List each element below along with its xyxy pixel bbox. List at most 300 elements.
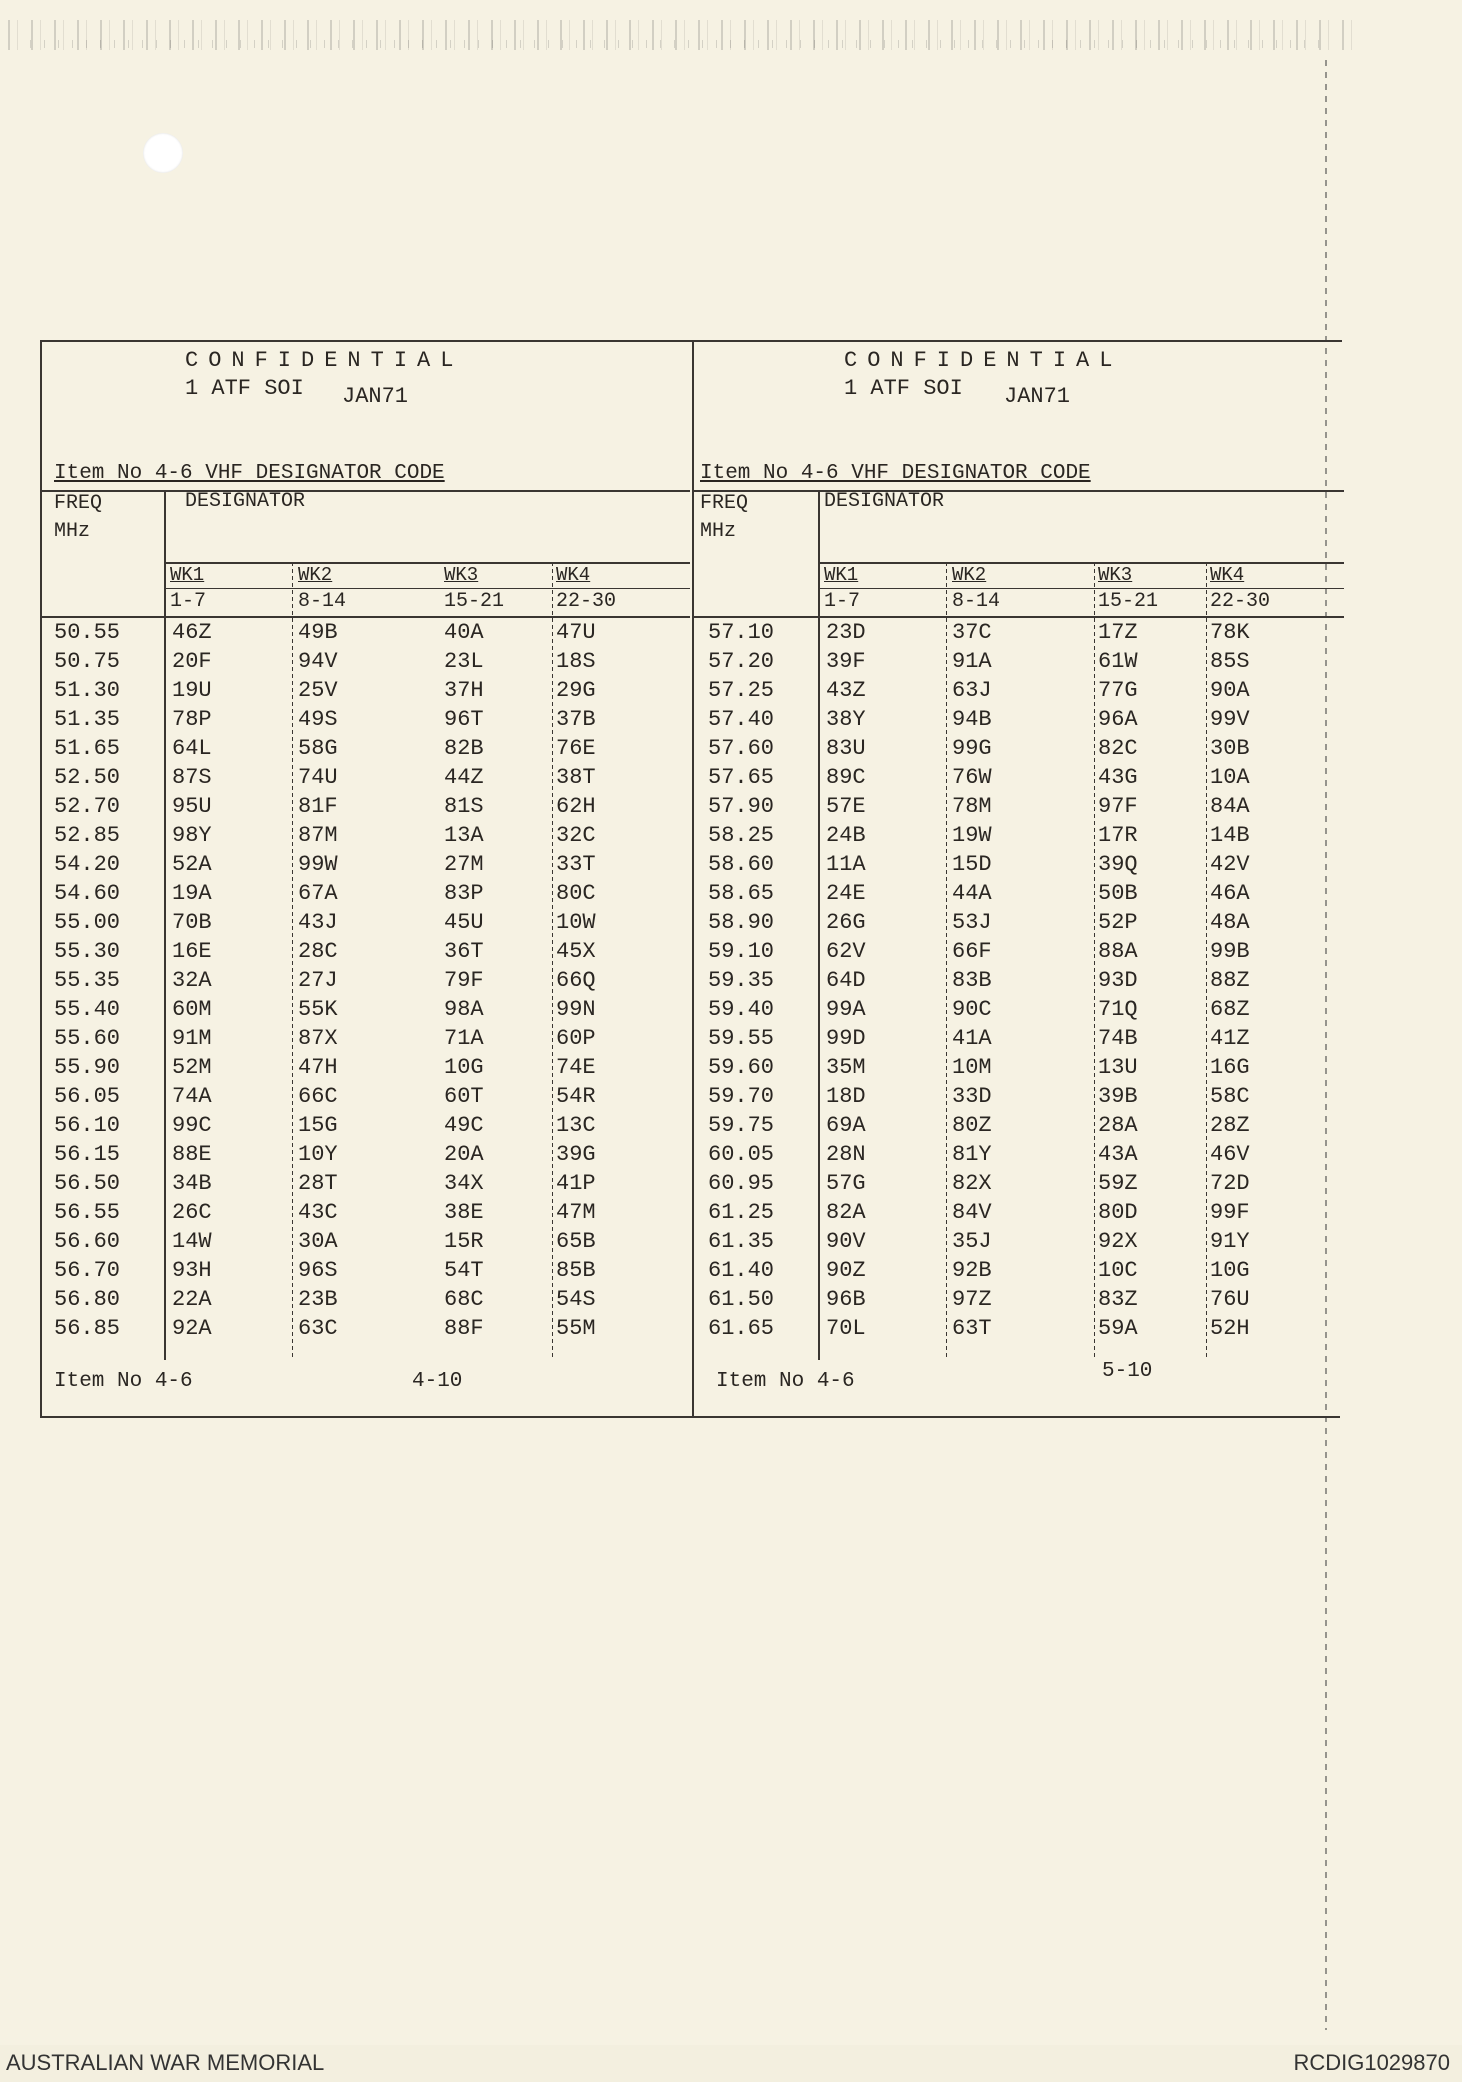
wk2-cell: 23B	[298, 1287, 338, 1312]
table-row	[40, 1287, 690, 1316]
wk1-cell: 74A	[172, 1084, 212, 1109]
wk1-cell: 43Z	[826, 678, 866, 703]
wk4-cell: 47M	[556, 1200, 596, 1225]
freq-header-line1: FREQ	[54, 492, 103, 515]
freq-cell: 61.50	[708, 1287, 775, 1312]
wk4-cell: 41Z	[1210, 1026, 1250, 1051]
item-title: Item No 4-6 VHF DESIGNATOR CODE	[700, 462, 1091, 485]
wk2-days: 8-14	[298, 590, 347, 613]
wk3-cell: 61W	[1098, 649, 1138, 674]
wk2-cell: 35J	[952, 1229, 992, 1254]
wk3-cell: 45U	[444, 910, 484, 935]
wk3-cell: 49C	[444, 1113, 484, 1138]
wk3-cell: 43G	[1098, 765, 1138, 790]
freq-cell: 61.40	[708, 1258, 775, 1283]
wk2-label: WK2	[298, 564, 333, 586]
wk3-days: 15-21	[1098, 590, 1159, 613]
wk2-cell: 91A	[952, 649, 992, 674]
wk4-cell: 10W	[556, 910, 596, 935]
wk2-cell: 67A	[298, 881, 338, 906]
table-row	[40, 678, 690, 707]
table-row	[40, 765, 690, 794]
wk4-cell: 38T	[556, 765, 596, 790]
wk3-cell: 77G	[1098, 678, 1138, 703]
wk1-cell: 70L	[826, 1316, 866, 1341]
item-title: Item No 4-6 VHF DESIGNATOR CODE	[54, 462, 445, 485]
wk4-cell: 80C	[556, 881, 596, 906]
table-row	[40, 910, 690, 939]
credit-institution: AUSTRALIAN WAR MEMORIAL	[6, 2050, 325, 2075]
table-row	[694, 707, 1344, 736]
wk3-cell: 81S	[444, 794, 484, 819]
wk4-cell: 99N	[556, 997, 596, 1022]
table-row	[40, 881, 690, 910]
credit-record-id: RCDIG1029870	[1293, 2050, 1450, 2075]
wk2-cell: 87M	[298, 823, 338, 848]
wk1-days: 1-7	[170, 590, 207, 613]
wk3-cell: 34X	[444, 1171, 484, 1196]
right-page	[694, 340, 1344, 1418]
wk1-cell: 99A	[826, 997, 866, 1022]
wk2-cell: 94B	[952, 707, 992, 732]
table-row	[40, 968, 690, 997]
freq-cell: 57.25	[708, 678, 775, 703]
wk1-cell: 99D	[826, 1026, 866, 1051]
wk4-cell: 10G	[1210, 1258, 1250, 1283]
wk1-cell: 88E	[172, 1142, 212, 1167]
week-rule-mid	[164, 588, 690, 589]
wk3-cell: 28A	[1098, 1113, 1138, 1138]
wk2-cell: 97Z	[952, 1287, 992, 1312]
table-row	[40, 997, 690, 1026]
soi-label: 1 ATF SOI	[185, 376, 304, 401]
wk1-cell: 70B	[172, 910, 212, 935]
wk4-cell: 29G	[556, 678, 596, 703]
table-row	[40, 707, 690, 736]
wk1-cell: 98Y	[172, 823, 212, 848]
freq-header	[54, 490, 102, 546]
freq-cell: 57.40	[708, 707, 775, 732]
wk1-cell: 26C	[172, 1200, 212, 1225]
wk2-cell: 41A	[952, 1026, 992, 1051]
wk3-cell: 60T	[444, 1084, 484, 1109]
column-header-rule	[694, 616, 1344, 618]
wk2-cell: 96S	[298, 1258, 338, 1283]
wk4-cell: 72D	[1210, 1171, 1250, 1196]
freq-cell: 56.60	[54, 1229, 121, 1254]
soi-label: 1 ATF SOI	[844, 376, 963, 401]
table-row	[40, 852, 690, 881]
wk2-cell: 25V	[298, 678, 338, 703]
wk1-cell: 90V	[826, 1229, 866, 1254]
table-row	[694, 794, 1344, 823]
wk3-cell: 27M	[444, 852, 484, 877]
wk1-cell: 39F	[826, 649, 866, 674]
freq-cell: 57.20	[708, 649, 775, 674]
wk2-cell: 82X	[952, 1171, 992, 1196]
wk3-cell: 39Q	[1098, 852, 1138, 877]
wk3-cell: 68C	[444, 1287, 484, 1312]
freq-cell: 59.35	[708, 968, 775, 993]
table-row	[40, 1316, 690, 1345]
freq-cell: 56.10	[54, 1113, 121, 1138]
wk3-cell: 13U	[1098, 1055, 1138, 1080]
wk2-cell: 44A	[952, 881, 992, 906]
wk1-cell: 19U	[172, 678, 212, 703]
wk3-cell: 10G	[444, 1055, 484, 1080]
freq-cell: 57.10	[708, 620, 775, 645]
wk3-cell: 44Z	[444, 765, 484, 790]
wk1-cell: 20F	[172, 649, 212, 674]
left-page	[40, 340, 690, 1418]
freq-cell: 55.60	[54, 1026, 121, 1051]
wk2-cell: 19W	[952, 823, 992, 848]
freq-cell: 58.25	[708, 823, 775, 848]
table-row	[694, 736, 1344, 765]
wk2-cell: 55K	[298, 997, 338, 1022]
wk3-cell: 79F	[444, 968, 484, 993]
soi-form	[40, 340, 1342, 1420]
footer-page-number: 5-10	[1102, 1360, 1153, 1383]
freq-cell: 51.65	[54, 736, 121, 761]
wk3-cell: 43A	[1098, 1142, 1138, 1167]
table-row	[40, 1055, 690, 1084]
wk2-cell: 10M	[952, 1055, 992, 1080]
freq-header-line1: FREQ	[700, 492, 749, 515]
wk1-cell: 64L	[172, 736, 212, 761]
wk4-cell: 58C	[1210, 1084, 1250, 1109]
table-row	[694, 968, 1344, 997]
wk4-cell: 16G	[1210, 1055, 1250, 1080]
freq-cell: 55.00	[54, 910, 121, 935]
wk4-cell: 88Z	[1210, 968, 1250, 993]
wk2-cell: 99G	[952, 736, 992, 761]
wk1-cell: 52A	[172, 852, 212, 877]
wk1-cell: 62V	[826, 939, 866, 964]
wk1-cell: 82A	[826, 1200, 866, 1225]
designator-header: DESIGNATOR	[824, 490, 945, 513]
wk2-cell: 28T	[298, 1171, 338, 1196]
wk3-cell: 96T	[444, 707, 484, 732]
freq-cell: 58.60	[708, 852, 775, 877]
wk2-cell: 80Z	[952, 1113, 992, 1138]
wk4-cell: 85B	[556, 1258, 596, 1283]
wk4-cell: 99V	[1210, 707, 1250, 732]
wk3-cell: 36T	[444, 939, 484, 964]
wk1-cell: 89C	[826, 765, 866, 790]
wk1-cell: 24B	[826, 823, 866, 848]
wk4-cell: 85S	[1210, 649, 1250, 674]
table-row	[694, 765, 1344, 794]
freq-cell: 56.05	[54, 1084, 121, 1109]
freq-header-line2: MHz	[54, 520, 91, 543]
table-row	[40, 1084, 690, 1113]
wk2-cell: 78M	[952, 794, 992, 819]
wk2-cell: 76W	[952, 765, 992, 790]
footer-item-label: Item No 4-6	[54, 1370, 193, 1393]
table-row	[694, 1055, 1344, 1084]
freq-cell: 51.30	[54, 678, 121, 703]
wk2-cell: 49S	[298, 707, 338, 732]
table-row	[40, 1026, 690, 1055]
wk2-cell: 92B	[952, 1258, 992, 1283]
wk1-cell: 52M	[172, 1055, 212, 1080]
wk1-cell: 93H	[172, 1258, 212, 1283]
freq-header	[700, 490, 748, 546]
table-row	[40, 939, 690, 968]
wk3-cell: 40A	[444, 620, 484, 645]
table-row	[694, 620, 1344, 649]
wk1-cell: 69A	[826, 1113, 866, 1138]
wk4-cell: 54R	[556, 1084, 596, 1109]
wk2-cell: 74U	[298, 765, 338, 790]
footer-item-label: Item No 4-6	[716, 1370, 855, 1393]
freq-cell: 56.50	[54, 1171, 121, 1196]
wk4-label: WK4	[1210, 564, 1245, 586]
table-row	[40, 823, 690, 852]
wk4-cell: 18S	[556, 649, 596, 674]
wk3-cell: 83P	[444, 881, 484, 906]
wk2-cell: 15G	[298, 1113, 338, 1138]
wk4-cell: 99F	[1210, 1200, 1250, 1225]
wk2-cell: 90C	[952, 997, 992, 1022]
table-row	[40, 736, 690, 765]
header-rule	[40, 490, 690, 492]
wk2-cell: 33D	[952, 1084, 992, 1109]
freq-cell: 59.70	[708, 1084, 775, 1109]
table-row	[694, 1200, 1344, 1229]
wk1-label: WK1	[824, 564, 859, 586]
wk3-cell: 17Z	[1098, 620, 1138, 645]
wk1-cell: 32A	[172, 968, 212, 993]
wk1-cell: 46Z	[172, 620, 212, 645]
scan-noise-top-2	[30, 40, 1330, 48]
table-row	[40, 1142, 690, 1171]
wk1-cell: 60M	[172, 997, 212, 1022]
header-rule	[694, 490, 1344, 492]
wk1-cell: 99C	[172, 1113, 212, 1138]
wk1-cell: 95U	[172, 794, 212, 819]
wk1-cell: 87S	[172, 765, 212, 790]
wk2-days: 8-14	[952, 590, 1001, 613]
table-row	[40, 1258, 690, 1287]
table-row	[694, 1287, 1344, 1316]
wk4-days: 22-30	[1210, 590, 1271, 613]
wk3-cell: 20A	[444, 1142, 484, 1167]
wk1-cell: 57E	[826, 794, 866, 819]
wk1-cell: 38Y	[826, 707, 866, 732]
wk4-cell: 46A	[1210, 881, 1250, 906]
wk1-cell: 28N	[826, 1142, 866, 1167]
wk3-cell: 38E	[444, 1200, 484, 1225]
table-row	[694, 1113, 1344, 1142]
wk4-cell: 76E	[556, 736, 596, 761]
wk1-cell: 34B	[172, 1171, 212, 1196]
wk1-cell: 92A	[172, 1316, 212, 1341]
wk1-cell: 64D	[826, 968, 866, 993]
wk4-cell: 78K	[1210, 620, 1250, 645]
table-row	[694, 1258, 1344, 1287]
freq-cell: 56.55	[54, 1200, 121, 1225]
table-row	[694, 1084, 1344, 1113]
wk3-cell: 39B	[1098, 1084, 1138, 1109]
designator-header: DESIGNATOR	[185, 490, 306, 513]
footer-page-number: 4-10	[412, 1370, 463, 1393]
wk4-cell: 65B	[556, 1229, 596, 1254]
wk4-cell: 99B	[1210, 939, 1250, 964]
freq-cell: 50.75	[54, 649, 121, 674]
wk1-cell: 78P	[172, 707, 212, 732]
freq-cell: 58.65	[708, 881, 775, 906]
wk3-cell: 97F	[1098, 794, 1138, 819]
wk1-cell: 96B	[826, 1287, 866, 1312]
freq-cell: 52.85	[54, 823, 121, 848]
freq-cell: 59.10	[708, 939, 775, 964]
freq-cell: 56.80	[54, 1287, 121, 1312]
wk3-cell: 15R	[444, 1229, 484, 1254]
wk2-cell: 30A	[298, 1229, 338, 1254]
wk4-cell: 55M	[556, 1316, 596, 1341]
wk2-cell: 87X	[298, 1026, 338, 1051]
table-row	[694, 939, 1344, 968]
wk4-cell: 45X	[556, 939, 596, 964]
wk4-cell: 13C	[556, 1113, 596, 1138]
freq-cell: 61.35	[708, 1229, 775, 1254]
wk3-cell: 82C	[1098, 736, 1138, 761]
wk3-cell: 80D	[1098, 1200, 1138, 1225]
freq-cell: 56.15	[54, 1142, 121, 1167]
table-row	[694, 649, 1344, 678]
wk1-cell: 22A	[172, 1287, 212, 1312]
wk1-cell: 26G	[826, 910, 866, 935]
classification-label: CONFIDENTIAL	[844, 348, 1123, 373]
week-rule-top	[164, 562, 690, 564]
table-row	[40, 1171, 690, 1200]
wk4-cell: 60P	[556, 1026, 596, 1051]
wk2-cell: 81Y	[952, 1142, 992, 1167]
wk2-cell: 66C	[298, 1084, 338, 1109]
wk2-cell: 63J	[952, 678, 992, 703]
wk1-cell: 23D	[826, 620, 866, 645]
wk2-cell: 28C	[298, 939, 338, 964]
wk4-cell: 10A	[1210, 765, 1250, 790]
wk2-label: WK2	[952, 564, 987, 586]
wk3-cell: 71A	[444, 1026, 484, 1051]
wk3-label: WK3	[1098, 564, 1133, 586]
wk4-cell: 62H	[556, 794, 596, 819]
freq-cell: 55.90	[54, 1055, 121, 1080]
table-row	[40, 620, 690, 649]
wk3-cell: 59Z	[1098, 1171, 1138, 1196]
wk4-cell: 68Z	[1210, 997, 1250, 1022]
wk3-cell: 92X	[1098, 1229, 1138, 1254]
wk1-cell: 19A	[172, 881, 212, 906]
wk2-cell: 47H	[298, 1055, 338, 1080]
wk4-cell: 76U	[1210, 1287, 1250, 1312]
wk4-cell: 33T	[556, 852, 596, 877]
wk1-cell: 18D	[826, 1084, 866, 1109]
wk2-cell: 27J	[298, 968, 338, 993]
wk4-cell: 47U	[556, 620, 596, 645]
freq-cell: 57.90	[708, 794, 775, 819]
wk4-cell: 30B	[1210, 736, 1250, 761]
wk3-cell: 88A	[1098, 939, 1138, 964]
table-row	[694, 1171, 1344, 1200]
wk4-cell: 32C	[556, 823, 596, 848]
wk2-cell: 99W	[298, 852, 338, 877]
wk4-cell: 52H	[1210, 1316, 1250, 1341]
freq-cell: 59.75	[708, 1113, 775, 1138]
freq-cell: 57.60	[708, 736, 775, 761]
wk1-cell: 91M	[172, 1026, 212, 1051]
wk3-cell: 54T	[444, 1258, 484, 1283]
wk1-cell: 35M	[826, 1055, 866, 1080]
wk2-cell: 37C	[952, 620, 992, 645]
wk1-cell: 83U	[826, 736, 866, 761]
wk3-cell: 83Z	[1098, 1287, 1138, 1312]
wk3-cell: 59A	[1098, 1316, 1138, 1341]
table-row	[40, 1229, 690, 1258]
wk4-cell: 42V	[1210, 852, 1250, 877]
wk2-cell: 81F	[298, 794, 338, 819]
freq-cell: 56.85	[54, 1316, 121, 1341]
freq-cell: 52.50	[54, 765, 121, 790]
wk1-days: 1-7	[824, 590, 861, 613]
wk2-cell: 83B	[952, 968, 992, 993]
freq-cell: 54.20	[54, 852, 121, 877]
wk3-cell: 88F	[444, 1316, 484, 1341]
wk1-cell: 90Z	[826, 1258, 866, 1283]
wk3-cell: 52P	[1098, 910, 1138, 935]
wk4-cell: 90A	[1210, 678, 1250, 703]
wk3-cell: 74B	[1098, 1026, 1138, 1051]
classification-label: CONFIDENTIAL	[185, 348, 464, 373]
table-row	[694, 1229, 1344, 1258]
wk4-cell: 14B	[1210, 823, 1250, 848]
wk2-cell: 94V	[298, 649, 338, 674]
table-row	[694, 678, 1344, 707]
freq-cell: 56.70	[54, 1258, 121, 1283]
freq-cell: 55.40	[54, 997, 121, 1022]
wk4-cell: 54S	[556, 1287, 596, 1312]
wk2-cell: 58G	[298, 736, 338, 761]
wk3-days: 15-21	[444, 590, 505, 613]
table-row	[40, 794, 690, 823]
punch-hole	[143, 133, 183, 173]
month-label: JAN71	[1004, 384, 1071, 409]
wk3-cell: 23L	[444, 649, 484, 674]
freq-cell: 59.40	[708, 997, 775, 1022]
freq-cell: 55.35	[54, 968, 121, 993]
column-header-rule	[40, 616, 690, 618]
freq-cell: 59.60	[708, 1055, 775, 1080]
wk4-cell: 66Q	[556, 968, 596, 993]
wk1-cell: 14W	[172, 1229, 212, 1254]
table-row	[694, 910, 1344, 939]
wk3-cell: 93D	[1098, 968, 1138, 993]
table-row	[694, 823, 1344, 852]
wk4-cell: 74E	[556, 1055, 596, 1080]
wk4-cell: 91Y	[1210, 1229, 1250, 1254]
wk2-cell: 15D	[952, 852, 992, 877]
wk3-cell: 71Q	[1098, 997, 1138, 1022]
wk4-cell: 46V	[1210, 1142, 1250, 1167]
wk1-label: WK1	[170, 564, 205, 586]
wk1-cell: 16E	[172, 939, 212, 964]
wk2-cell: 10Y	[298, 1142, 338, 1167]
wk2-cell: 63T	[952, 1316, 992, 1341]
table-row	[694, 852, 1344, 881]
